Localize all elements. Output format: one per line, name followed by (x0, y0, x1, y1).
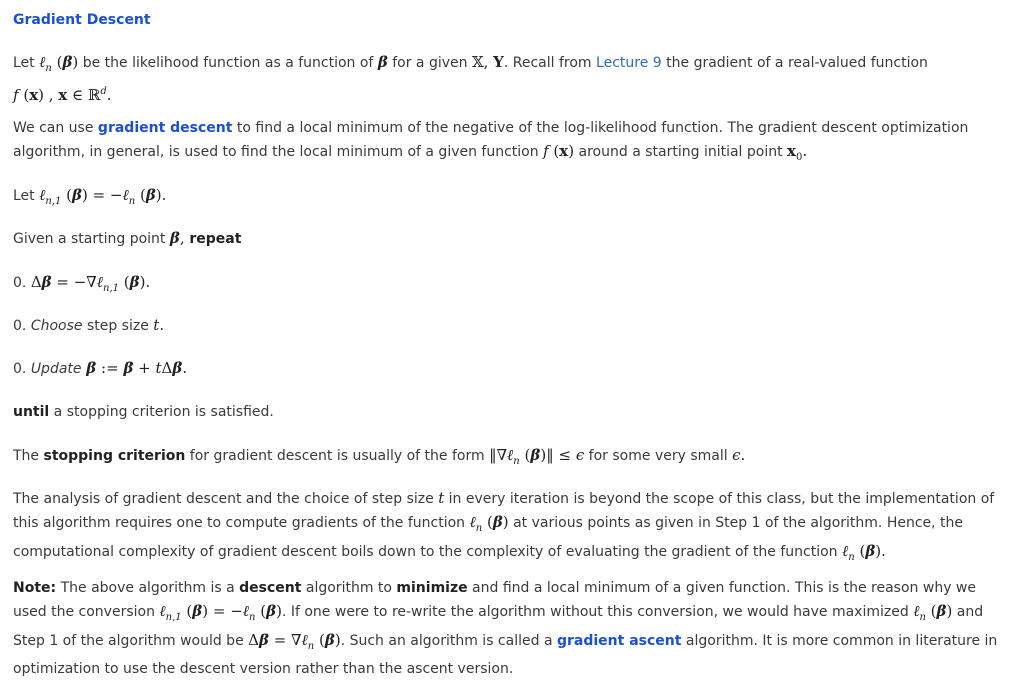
step-1: 0. Δβ = −∇ℓ$_{n,1}$ (β). (13, 273, 151, 294)
gradient-descent-term: gradient descent (97, 120, 233, 136)
paragraph-let: Let ℓ$_{n,1}$ (β) = −ℓ$_n$ (β). (13, 186, 167, 207)
paragraph-until: until a stopping criterion is satisfied. (13, 404, 274, 420)
lecture-9-link[interactable]: Lecture 9 (596, 55, 662, 71)
step-2: 0. Choose step size t. (13, 316, 165, 334)
paragraph-stopping: The stopping criterion for gradient descent is usually of the form ‖∇ℓ$_n$ (β)‖ ≤ ϵ for some very small ϵ. (13, 446, 746, 467)
gradient-ascent-term: gradient ascent (556, 633, 682, 649)
paragraph-analysis: The analysis of gradient descent and the choice of step size t in every iteration is beyond the scope of this class, but the implementation of this algorithm requires one to compute gradients of the function ℓ$_n$ (β) at various points as given in Step 1 of the algorithm. Hence, the computational complexity of gradient descent boils down to the complexity of evaluating the gradient of the function ℓ$_n$ (β). (13, 489, 995, 563)
paragraph-definition: Let ℓ$_n$ (β) be the likelihood function as a function of β for a given 𝕏, Y. Recall from Lecture 9 the gradient of a real-valued function f (x) , x ∈ ℝ$^d$. (13, 53, 928, 104)
page-title: Gradient Descent (13, 12, 151, 28)
step-3: 0. Update β := β + tΔβ. (13, 359, 188, 377)
paragraph-intro: We can use gradient descent to find a local minimum of the negative of the log-likelihood function. The gradient descent optimization algorithm, in general, is used to find the local minimum of a given function f (x) around a starting initial point $x_0$. (13, 120, 969, 163)
paragraph-start: Given a starting point β, repeat (13, 229, 242, 247)
paragraph-note: Note: The above algorithm is a descent algorithm to minimize and find a local minimum of a given function. This is the reason why we used the conversion ℓ$_{n,1}$ (β) = −ℓ$_n$ (β). If one were to re-write the algorithm without this conversion, we would have maximized ℓ$_n$ (β) and Step 1 of the algorithm would be Δβ = ∇ℓ$_n$ (β). Such an algorithm is called a gradient ascent algorithm. It is more common in literature in optimization to use the descent version rather than the ascent version. (13, 580, 998, 677)
